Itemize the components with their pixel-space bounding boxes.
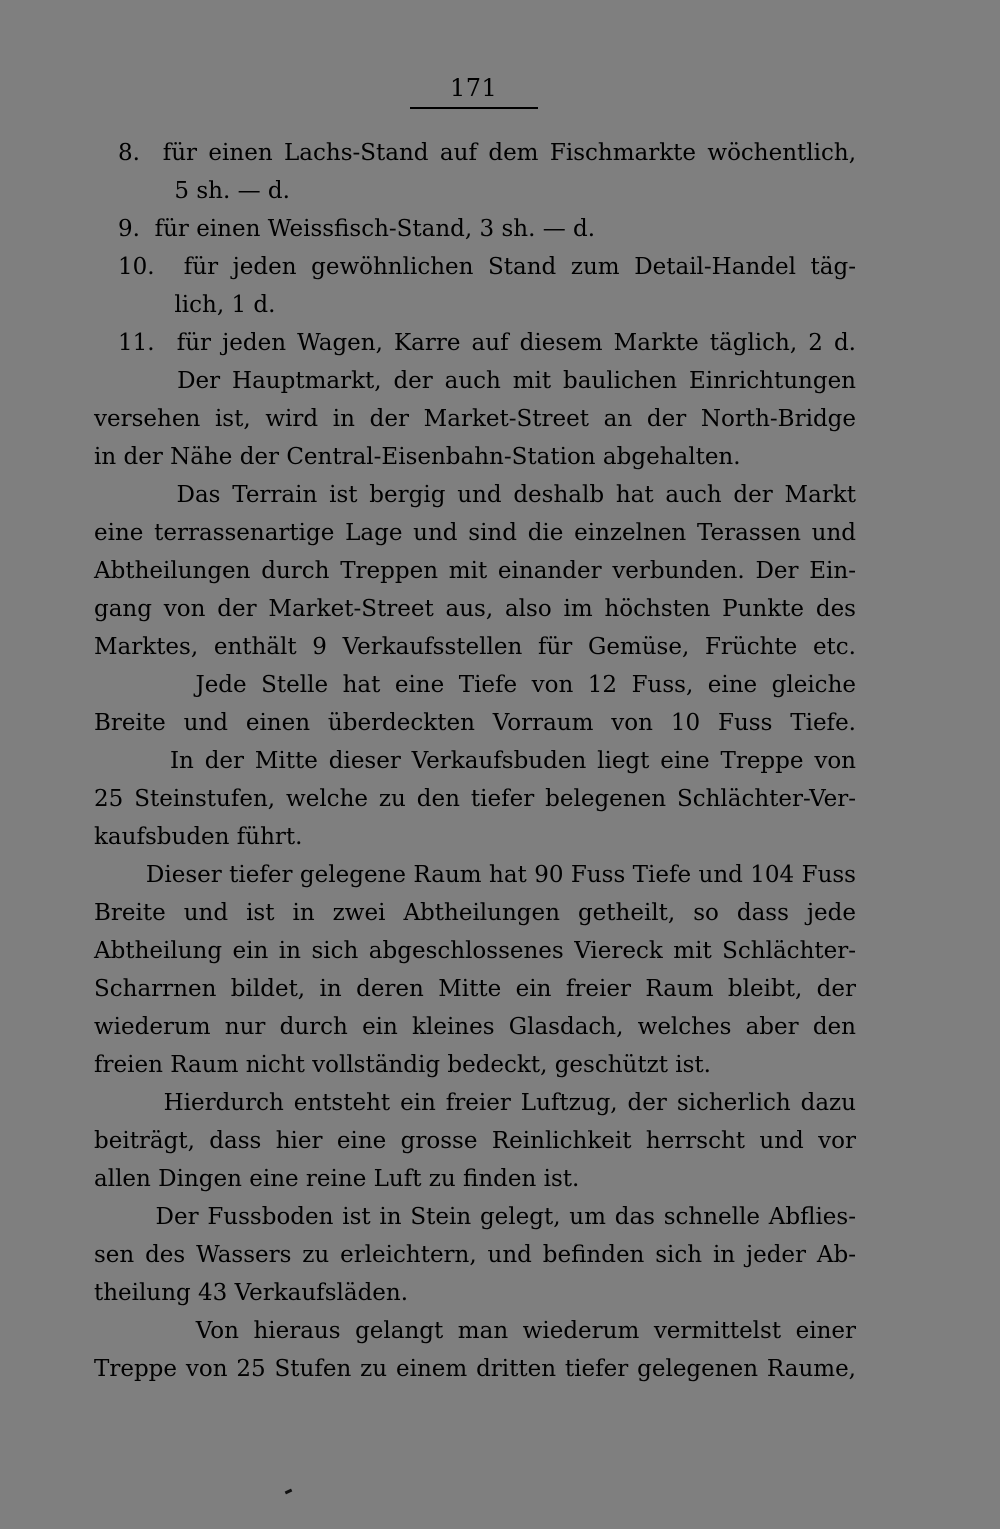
text-line: lich, 1 d. xyxy=(94,292,276,318)
text-line: theilung 43 Verkaufsläden. xyxy=(94,1280,409,1306)
text-line: Der Hauptmarkt, der auch mit baulichen Einrichtungen xyxy=(94,368,856,394)
ink-speck xyxy=(285,1489,293,1495)
text-line: gang von der Market-Street aus, also im höchsten Punkte des xyxy=(94,596,856,622)
text-line: wiederum nur durch ein kleines Glasdach, welches aber den xyxy=(94,1014,856,1040)
text-line: eine terrassenartige Lage und sind die einzelnen Terassen und xyxy=(94,520,856,546)
text-line: Abtheilung ein in sich abgeschlossenes Viereck mit Schlächter- xyxy=(94,938,856,964)
text-line: 9. für einen Weissfisch-Stand, 3 sh. — d. xyxy=(118,216,596,242)
text-line: Von hieraus gelangt man wiederum vermittelst einer xyxy=(94,1318,856,1344)
text-line: sen des Wassers zu erleichtern, und befinden sich in jeder Ab- xyxy=(94,1242,856,1268)
text-line: Das Terrain ist bergig und deshalb hat auch der Markt xyxy=(94,482,856,508)
text-line: Der Fussboden ist in Stein gelegt, um das schnelle Abflies- xyxy=(94,1204,856,1230)
text-line: Jede Stelle hat eine Tiefe von 12 Fuss, eine gleiche xyxy=(94,672,856,698)
text-line: allen Dingen eine reine Luft zu finden ist. xyxy=(94,1166,580,1192)
text-line: 5 sh. — d. xyxy=(94,178,290,204)
text-line: in der Nähe der Central-Eisenbahn-Station abgehalten. xyxy=(94,444,741,470)
text-line: 10. für jeden gewöhnlichen Stand zum Detail-Handel täg- xyxy=(118,254,856,280)
text-line: Abtheilungen durch Treppen mit einander verbunden. Der Ein- xyxy=(94,558,856,584)
text-line: 25 Steinstufen, welche zu den tiefer belegenen Schlächter-Ver- xyxy=(94,786,856,812)
text-line: Treppe von 25 Stufen zu einem dritten tiefer gelegenen Raume, xyxy=(94,1356,856,1382)
text-line: Breite und einen überdeckten Vorraum von 10 Fuss Tiefe. xyxy=(94,710,856,736)
text-line: In der Mitte dieser Verkaufsbuden liegt eine Treppe von xyxy=(94,748,856,774)
page-number: 171 xyxy=(450,74,498,102)
text-line: kaufsbuden führt. xyxy=(94,824,303,850)
text-line: Marktes, enthält 9 Verkaufsstellen für Gemüse, Früchte etc. xyxy=(94,634,856,660)
text-line: beiträgt, dass hier eine grosse Reinlichkeit herrscht und vor xyxy=(94,1128,856,1154)
text-line: Scharrnen bildet, in deren Mitte ein freier Raum bleibt, der xyxy=(94,976,856,1002)
text-line: 11. für jeden Wagen, Karre auf diesem Markte täglich, 2 d. xyxy=(118,330,856,356)
page-number-rule xyxy=(410,107,538,109)
text-line: Hierdurch entsteht ein freier Luftzug, der sicherlich dazu xyxy=(94,1090,856,1116)
text-line: freien Raum nicht vollständig bedeckt, geschützt ist. xyxy=(94,1052,711,1078)
text-line: Breite und ist in zwei Abtheilungen getheilt, so dass jede xyxy=(94,900,856,926)
text-line: versehen ist, wird in der Market-Street an der North-Bridge xyxy=(94,406,856,432)
text-line: 8. für einen Lachs-Stand auf dem Fischmarkte wöchentlich, xyxy=(118,140,856,166)
text-line: Dieser tiefer gelegene Raum hat 90 Fuss Tiefe und 104 Fuss xyxy=(94,862,856,888)
